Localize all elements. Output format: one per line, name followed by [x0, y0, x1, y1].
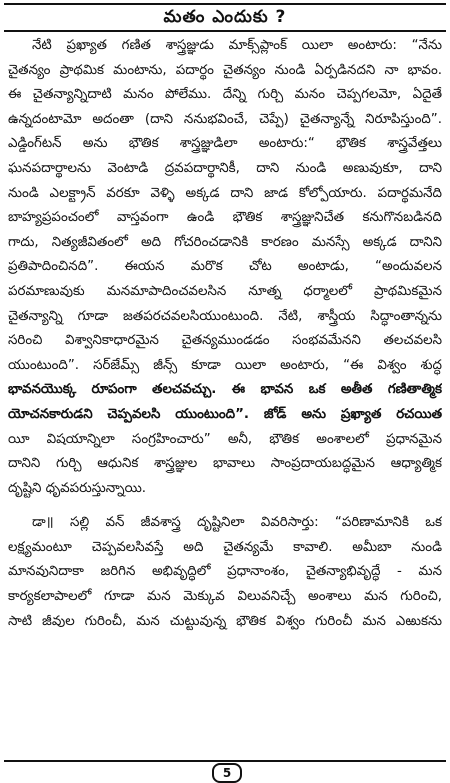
- text-line: యీ విషయాన్నిలా సంగ్రహించారు” అనీ, భౌతిక అంశాలలో ప్రధానమైన: [8, 431, 442, 447]
- text-line: సాటి జీవుల గురించీ, మన చుట్టువున్న భౌతిక విశ్వం గురించీ మన ఎఱుకను: [8, 613, 442, 629]
- text-line: బాహ్యప్రపంచంలో వాస్తవంగా ఉండి భౌతిక శాస్త్రజ్ఞునిచేత కనుగొనబడినది: [8, 210, 442, 226]
- header-rule-bottom: [4, 30, 446, 32]
- text-line: చైతన్యాన్ని గూడా జతపరచవలసియుంటుంది. నేటి, శాస్త్రీయ సిద్ధాంతాన్నను: [8, 308, 442, 324]
- text-line: ఘనపదార్థాలను వెంటాడి ద్రవపదార్థానికీ, దాని నుండి అణువుకూ, దాని: [8, 160, 442, 176]
- text-line: సరించి విశ్వానికాధారమైన చైతన్యముండడం సంభవమేనని తలచవలసి: [8, 333, 442, 349]
- footer-rule: [4, 760, 446, 762]
- text-line: లక్ష్యమంటూ చెప్పవలసివస్తే అది చైతన్యమే కావాలి. అమీబా నుండి: [8, 539, 442, 555]
- paragraph-2: [8, 511, 442, 634]
- text-line: చైతన్యం ప్రాథమిక మంటాను, పదార్థం చైతన్యం నుండి ఏర్పడినదని నా భావం.: [8, 62, 442, 78]
- text-line: ప్రతిపాదించినది”. ఈయన మరొక చోట అంటాడు, “అందువలన: [8, 259, 442, 275]
- text-line: నుండి ఎలక్ట్రాన్ వరకూ వెళ్ళి అక్కడ దాని జాడ కోల్పోయారు. పదార్థమనేది: [8, 185, 442, 201]
- paragraph-1: [8, 34, 442, 501]
- chapter-title: మతం ఎందుకు ?: [154, 5, 297, 30]
- text-line: మానవునిదాకా జరిగిన అభివృద్ధిలో ప్రధానాంశం, చైతన్యాభివృద్ధే - మన: [8, 564, 442, 580]
- text-line: యోచనకారుడని చెప్పవలసి యుంటుంది”. జోడ్ అను ప్రఖ్యాత రచయిత: [8, 406, 442, 422]
- page-body: [8, 34, 442, 634]
- page-number: 5: [212, 763, 242, 783]
- text-line: గాదు, నిత్యజీవితంలో అది గోచరించడానికి కారణం మనస్సే అక్కడ దానిని: [8, 234, 442, 250]
- text-line: పరమాణువుకు మనమాపాదించవలసిన నూత్న ధర్మాలలో ప్రాథమికమైన: [8, 283, 442, 299]
- text-line: కార్యకలాపాలలో గూడా మన మెక్కువ విలువనిచ్చే అంశాలు మన గురించి,: [8, 589, 442, 605]
- text-line: ఈ చైతన్యాన్నిదాటి మనం పోలేము. దేన్ని గుర్చి మనం చెప్పగలమో, ఏదైతే: [8, 87, 442, 103]
- text-line: దానిని గుర్చి ఆధునిక శాస్త్రజ్ఞుల భావాలు సాంప్రదాయబద్ధమైన ఆధ్యాత్మిక: [8, 456, 442, 472]
- text-line: భావనయొక్క రూపంగా తలచవచ్చు. ఈ భావన ఒక అతీత గణితాత్మిక: [8, 382, 442, 398]
- text-line: ఎడ్డింగ్‌టన్ అను భౌతిక శాస్త్రజ్ఞుడిలా అంటారు:“ భౌతిక శాస్త్రవేత్తలు: [8, 136, 442, 152]
- text-line: నేటి ప్రఖ్యాత గణిత శాస్త్రజ్ఞుడు మాక్స్‌ప్లాంక్ యిలా అంటారు: “నేను: [32, 38, 442, 53]
- page-header: [0, 5, 450, 30]
- text-line: డా॥ సల్లి వన్ జీవశాస్త్ర దృష్టినిలా వివరిసార్తు: “పరిణామానికి ఒక: [32, 515, 442, 531]
- text-line: యుంటుంది”. సర్‌జేమ్స్ జీన్స్ కూడా యిలా అంటారు, “ఈ విశ్వం శుద్ధ: [8, 357, 442, 373]
- text-line: ఉన్నదంటామో అదంతా (దాని ననుభవించే, చెప్పే) చైతన్యాన్నే నిరూపిస్తుంది”.: [8, 111, 442, 127]
- text-line: దృష్టిని ధృవపరుస్తున్నాయి.: [8, 480, 147, 496]
